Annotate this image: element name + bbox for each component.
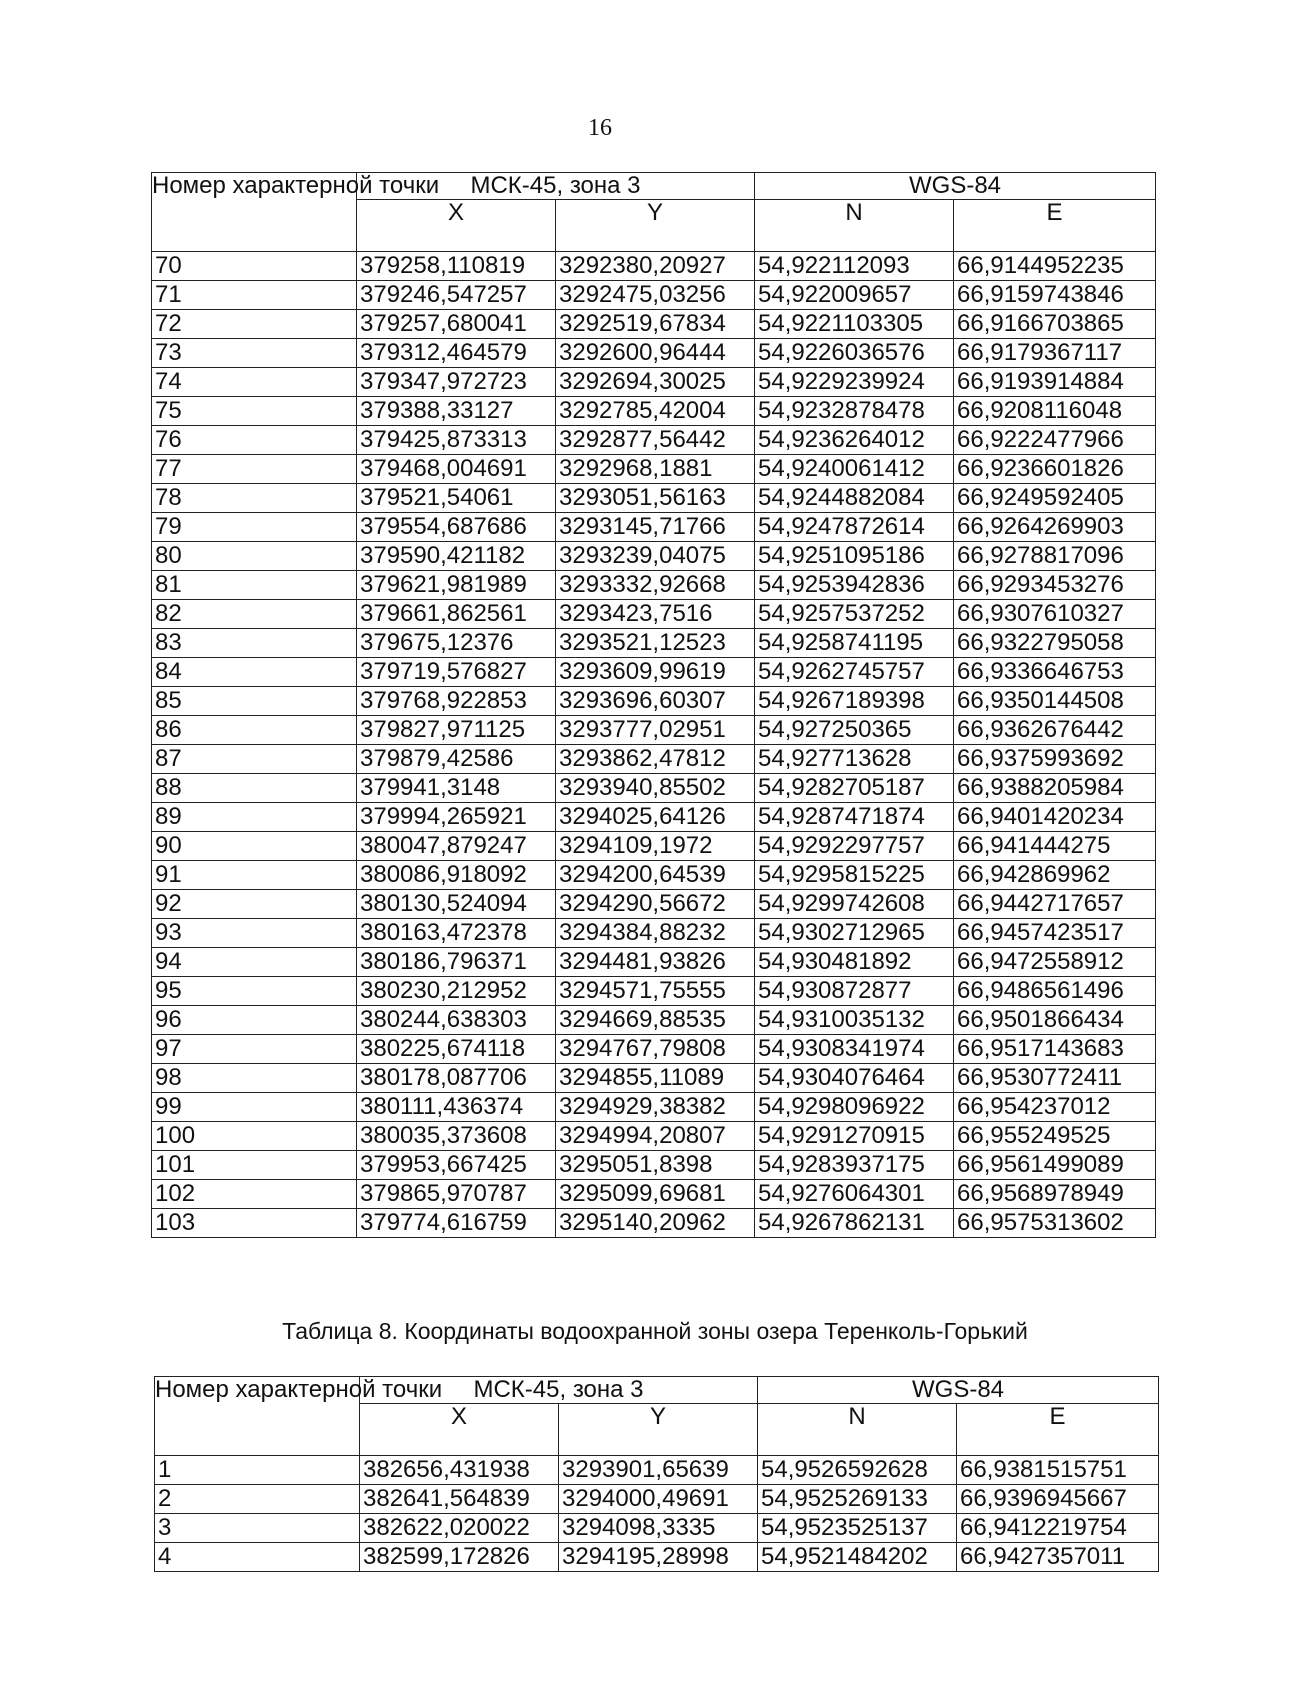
e-cell: 66,9561499089	[954, 1151, 1156, 1180]
x-header: X	[360, 1404, 559, 1456]
wgs-group-header: WGS-84	[755, 173, 1156, 200]
e-header: E	[954, 200, 1156, 252]
page-number: 16	[588, 115, 612, 141]
x-cell: 379258,110819	[357, 252, 556, 281]
point-number-cell: 86	[152, 716, 357, 745]
point-number-cell: 2	[155, 1485, 360, 1514]
y-cell: 3293423,7516	[556, 600, 755, 629]
x-cell: 380230,212952	[357, 977, 556, 1006]
table-row	[152, 745, 1156, 774]
e-cell: 66,9336646753	[954, 658, 1156, 687]
n-cell: 54,927250365	[755, 716, 954, 745]
table-row	[152, 1180, 1156, 1209]
table-row	[152, 861, 1156, 890]
table-row	[152, 629, 1156, 658]
x-cell: 380225,674118	[357, 1035, 556, 1064]
x-cell: 379675,12376	[357, 629, 556, 658]
y-cell: 3292694,30025	[556, 368, 755, 397]
y-cell: 3293940,85502	[556, 774, 755, 803]
n-cell: 54,9521484202	[758, 1543, 957, 1572]
e-cell: 66,9568978949	[954, 1180, 1156, 1209]
x-cell: 382656,431938	[360, 1456, 559, 1485]
x-cell: 379590,421182	[357, 542, 556, 571]
table-row	[152, 571, 1156, 600]
point-number-cell: 71	[152, 281, 357, 310]
n-cell: 54,9221103305	[755, 310, 954, 339]
table-row	[152, 774, 1156, 803]
x-cell: 379425,873313	[357, 426, 556, 455]
n-cell: 54,9299742608	[755, 890, 954, 919]
x-cell: 379554,687686	[357, 513, 556, 542]
e-cell: 66,9179367117	[954, 339, 1156, 368]
x-cell: 379257,680041	[357, 310, 556, 339]
point-number-cell: 70	[152, 252, 357, 281]
point-number-cell: 85	[152, 687, 357, 716]
table-row	[152, 252, 1156, 281]
e-cell: 66,9208116048	[954, 397, 1156, 426]
point-number-cell: 93	[152, 919, 357, 948]
msk-group-header: МСК-45, зона 3	[360, 1377, 758, 1404]
n-cell: 54,9310035132	[755, 1006, 954, 1035]
y-cell: 3294384,88232	[556, 919, 755, 948]
point-number-cell: 100	[152, 1122, 357, 1151]
n-cell: 54,927713628	[755, 745, 954, 774]
point-number-cell: 80	[152, 542, 357, 571]
point-number-cell: 96	[152, 1006, 357, 1035]
x-cell: 379941,3148	[357, 774, 556, 803]
e-cell: 66,9236601826	[954, 455, 1156, 484]
table-row	[152, 368, 1156, 397]
x-cell: 379994,265921	[357, 803, 556, 832]
point-number-cell: 4	[155, 1543, 360, 1572]
y-cell: 3294481,93826	[556, 948, 755, 977]
table-row	[155, 1543, 1159, 1572]
n-cell: 54,9291270915	[755, 1122, 954, 1151]
y-cell: 3294994,20807	[556, 1122, 755, 1151]
x-cell: 379768,922853	[357, 687, 556, 716]
n-cell: 54,9240061412	[755, 455, 954, 484]
x-cell: 380086,918092	[357, 861, 556, 890]
n-header: N	[755, 200, 954, 252]
n-cell: 54,9236264012	[755, 426, 954, 455]
e-cell: 66,9457423517	[954, 919, 1156, 948]
point-number-cell: 90	[152, 832, 357, 861]
table-body	[152, 252, 1156, 1238]
table-row	[152, 281, 1156, 310]
point-number-cell: 92	[152, 890, 357, 919]
table-row	[152, 600, 1156, 629]
e-cell: 66,941444275	[954, 832, 1156, 861]
e-cell: 66,9388205984	[954, 774, 1156, 803]
x-cell: 382599,172826	[360, 1543, 559, 1572]
e-cell: 66,9396945667	[957, 1485, 1159, 1514]
table-row	[155, 1456, 1159, 1485]
n-cell: 54,930481892	[755, 948, 954, 977]
point-number-cell: 99	[152, 1093, 357, 1122]
x-cell: 379388,33127	[357, 397, 556, 426]
point-number-cell: 72	[152, 310, 357, 339]
y-cell: 3294669,88535	[556, 1006, 755, 1035]
e-cell: 66,9264269903	[954, 513, 1156, 542]
e-cell: 66,9144952235	[954, 252, 1156, 281]
coordinates-table-8	[154, 1376, 1159, 1572]
n-cell: 54,9304076464	[755, 1064, 954, 1093]
x-cell: 379879,42586	[357, 745, 556, 774]
n-cell: 54,930872877	[755, 977, 954, 1006]
e-cell: 66,9401420234	[954, 803, 1156, 832]
x-cell: 382622,020022	[360, 1514, 559, 1543]
e-cell: 66,9375993692	[954, 745, 1156, 774]
e-cell: 66,9249592405	[954, 484, 1156, 513]
e-cell: 66,9427357011	[957, 1543, 1159, 1572]
n-cell: 54,9308341974	[755, 1035, 954, 1064]
n-cell: 54,9298096922	[755, 1093, 954, 1122]
point-number-cell: 78	[152, 484, 357, 513]
x-cell: 380047,879247	[357, 832, 556, 861]
table-row	[152, 397, 1156, 426]
table-row	[152, 542, 1156, 571]
table-row	[152, 310, 1156, 339]
point-number-cell: 77	[152, 455, 357, 484]
point-number-cell: 83	[152, 629, 357, 658]
x-cell: 380163,472378	[357, 919, 556, 948]
table-row	[152, 1064, 1156, 1093]
table-row	[152, 890, 1156, 919]
n-header: N	[758, 1404, 957, 1456]
e-cell: 66,942869962	[954, 861, 1156, 890]
n-cell: 54,9525269133	[758, 1485, 957, 1514]
e-cell: 66,9322795058	[954, 629, 1156, 658]
x-cell: 379468,004691	[357, 455, 556, 484]
y-header: Y	[559, 1404, 758, 1456]
n-cell: 54,9232878478	[755, 397, 954, 426]
n-cell: 54,9262745757	[755, 658, 954, 687]
y-cell: 3293777,02951	[556, 716, 755, 745]
x-header: X	[357, 200, 556, 252]
x-cell: 379953,667425	[357, 1151, 556, 1180]
y-cell: 3294855,11089	[556, 1064, 755, 1093]
point-number-cell: 75	[152, 397, 357, 426]
table-row	[155, 1485, 1159, 1514]
table-row	[152, 339, 1156, 368]
y-cell: 3295051,8398	[556, 1151, 755, 1180]
x-cell: 380178,087706	[357, 1064, 556, 1093]
x-cell: 379719,576827	[357, 658, 556, 687]
e-cell: 66,9350144508	[954, 687, 1156, 716]
y-cell: 3294929,38382	[556, 1093, 755, 1122]
y-cell: 3293521,12523	[556, 629, 755, 658]
table-row	[152, 1035, 1156, 1064]
n-cell: 54,9247872614	[755, 513, 954, 542]
e-cell: 66,9166703865	[954, 310, 1156, 339]
y-cell: 3294290,56672	[556, 890, 755, 919]
y-cell: 3292475,03256	[556, 281, 755, 310]
x-cell: 379774,616759	[357, 1209, 556, 1238]
y-header: Y	[556, 200, 755, 252]
table-row	[152, 426, 1156, 455]
e-cell: 66,955249525	[954, 1122, 1156, 1151]
n-cell: 54,9292297757	[755, 832, 954, 861]
table-row	[152, 513, 1156, 542]
point-number-cell: 91	[152, 861, 357, 890]
x-cell: 379827,971125	[357, 716, 556, 745]
n-cell: 54,9229239924	[755, 368, 954, 397]
y-cell: 3293051,56163	[556, 484, 755, 513]
wgs-group-header: WGS-84	[758, 1377, 1159, 1404]
table-row	[152, 1122, 1156, 1151]
point-number-cell: 84	[152, 658, 357, 687]
e-cell: 66,9530772411	[954, 1064, 1156, 1093]
y-cell: 3295099,69681	[556, 1180, 755, 1209]
point-number-cell: 76	[152, 426, 357, 455]
coordinates-table-continued	[151, 172, 1156, 1238]
table-body	[155, 1456, 1159, 1572]
e-cell: 66,9278817096	[954, 542, 1156, 571]
y-cell: 3295140,20962	[556, 1209, 755, 1238]
e-cell: 66,9501866434	[954, 1006, 1156, 1035]
x-cell: 379347,972723	[357, 368, 556, 397]
n-cell: 54,9267862131	[755, 1209, 954, 1238]
n-cell: 54,9523525137	[758, 1514, 957, 1543]
e-cell: 66,954237012	[954, 1093, 1156, 1122]
e-cell: 66,9412219754	[957, 1514, 1159, 1543]
y-cell: 3293901,65639	[559, 1456, 758, 1485]
y-cell: 3294109,1972	[556, 832, 755, 861]
table-row	[152, 1209, 1156, 1238]
x-cell: 380130,524094	[357, 890, 556, 919]
point-number-cell: 98	[152, 1064, 357, 1093]
n-cell: 54,9276064301	[755, 1180, 954, 1209]
point-number-cell: 3	[155, 1514, 360, 1543]
point-number-cell: 89	[152, 803, 357, 832]
x-cell: 379521,54061	[357, 484, 556, 513]
y-cell: 3294025,64126	[556, 803, 755, 832]
e-cell: 66,9442717657	[954, 890, 1156, 919]
x-cell: 379246,547257	[357, 281, 556, 310]
point-number-header: Номер характерной точки	[152, 173, 357, 252]
table-row	[152, 716, 1156, 745]
n-cell: 54,922009657	[755, 281, 954, 310]
y-cell: 3294195,28998	[559, 1543, 758, 1572]
n-cell: 54,9526592628	[758, 1456, 957, 1485]
y-cell: 3294200,64539	[556, 861, 755, 890]
table-row	[152, 1006, 1156, 1035]
table-row	[152, 1093, 1156, 1122]
y-cell: 3294767,79808	[556, 1035, 755, 1064]
y-cell: 3293239,04075	[556, 542, 755, 571]
table-row	[152, 484, 1156, 513]
e-cell: 66,9575313602	[954, 1209, 1156, 1238]
y-cell: 3294571,75555	[556, 977, 755, 1006]
table-row	[152, 948, 1156, 977]
e-cell: 66,9486561496	[954, 977, 1156, 1006]
e-cell: 66,9381515751	[957, 1456, 1159, 1485]
point-number-cell: 102	[152, 1180, 357, 1209]
point-number-cell: 81	[152, 571, 357, 600]
n-cell: 54,9282705187	[755, 774, 954, 803]
y-cell: 3293696,60307	[556, 687, 755, 716]
point-number-cell: 103	[152, 1209, 357, 1238]
n-cell: 54,9267189398	[755, 687, 954, 716]
table-row	[152, 455, 1156, 484]
point-number-cell: 95	[152, 977, 357, 1006]
e-cell: 66,9362676442	[954, 716, 1156, 745]
y-cell: 3294000,49691	[559, 1485, 758, 1514]
x-cell: 380035,373608	[357, 1122, 556, 1151]
x-cell: 382641,564839	[360, 1485, 559, 1514]
table-8-caption: Таблица 8. Координаты водоохранной зоны озера Теренколь-Горький	[282, 1318, 1028, 1344]
e-cell: 66,9307610327	[954, 600, 1156, 629]
table-row	[152, 658, 1156, 687]
n-cell: 54,9283937175	[755, 1151, 954, 1180]
y-cell: 3292519,67834	[556, 310, 755, 339]
n-cell: 54,9253942836	[755, 571, 954, 600]
y-cell: 3293145,71766	[556, 513, 755, 542]
table-row	[152, 832, 1156, 861]
n-cell: 54,922112093	[755, 252, 954, 281]
x-cell: 380186,796371	[357, 948, 556, 977]
point-number-cell: 97	[152, 1035, 357, 1064]
x-cell: 379621,981989	[357, 571, 556, 600]
n-cell: 54,9287471874	[755, 803, 954, 832]
e-cell: 66,9517143683	[954, 1035, 1156, 1064]
y-cell: 3293609,99619	[556, 658, 755, 687]
n-cell: 54,9257537252	[755, 600, 954, 629]
point-number-cell: 79	[152, 513, 357, 542]
table-row	[152, 687, 1156, 716]
y-cell: 3292380,20927	[556, 252, 755, 281]
n-cell: 54,9244882084	[755, 484, 954, 513]
e-cell: 66,9472558912	[954, 948, 1156, 977]
y-cell: 3292600,96444	[556, 339, 755, 368]
point-number-cell: 74	[152, 368, 357, 397]
point-number-cell: 82	[152, 600, 357, 629]
n-cell: 54,9226036576	[755, 339, 954, 368]
n-cell: 54,9258741195	[755, 629, 954, 658]
n-cell: 54,9302712965	[755, 919, 954, 948]
e-cell: 66,9159743846	[954, 281, 1156, 310]
y-cell: 3294098,3335	[559, 1514, 758, 1543]
point-number-cell: 87	[152, 745, 357, 774]
n-cell: 54,9295815225	[755, 861, 954, 890]
y-cell: 3293332,92668	[556, 571, 755, 600]
e-header: E	[957, 1404, 1159, 1456]
y-cell: 3292785,42004	[556, 397, 755, 426]
table-row	[152, 977, 1156, 1006]
table-row	[152, 919, 1156, 948]
point-number-cell: 88	[152, 774, 357, 803]
point-number-header: Номер характерной точки	[155, 1377, 360, 1456]
point-number-cell: 101	[152, 1151, 357, 1180]
y-cell: 3292877,56442	[556, 426, 755, 455]
x-cell: 380244,638303	[357, 1006, 556, 1035]
e-cell: 66,9193914884	[954, 368, 1156, 397]
x-cell: 379661,862561	[357, 600, 556, 629]
n-cell: 54,9251095186	[755, 542, 954, 571]
x-cell: 379312,464579	[357, 339, 556, 368]
x-cell: 379865,970787	[357, 1180, 556, 1209]
table-row	[152, 803, 1156, 832]
point-number-cell: 94	[152, 948, 357, 977]
y-cell: 3292968,1881	[556, 455, 755, 484]
point-number-cell: 1	[155, 1456, 360, 1485]
table-row	[152, 1151, 1156, 1180]
msk-group-header: МСК-45, зона 3	[357, 173, 755, 200]
point-number-cell: 73	[152, 339, 357, 368]
e-cell: 66,9293453276	[954, 571, 1156, 600]
table-row	[155, 1514, 1159, 1543]
e-cell: 66,9222477966	[954, 426, 1156, 455]
y-cell: 3293862,47812	[556, 745, 755, 774]
x-cell: 380111,436374	[357, 1093, 556, 1122]
